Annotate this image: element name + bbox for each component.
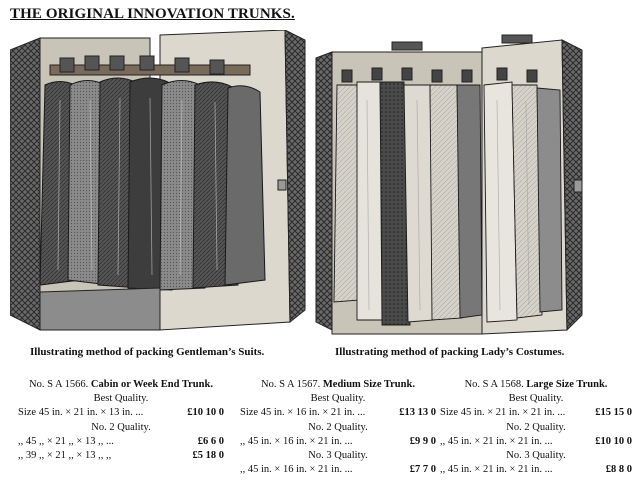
product-heading	[440, 378, 632, 392]
price-text: £9 9 0	[409, 435, 436, 447]
quality-label: No. 3 Quality.	[308, 449, 368, 461]
size-text: ,, 45 in. × 16 in. × 21 in. ...	[240, 464, 353, 476]
quality-label: No. 2 Quality.	[506, 421, 566, 433]
price-line	[440, 406, 632, 420]
size-text: ,, 39 ,, × 21 ,, × 13 ,, ,,	[18, 449, 112, 461]
quality-label: Best Quality.	[310, 393, 366, 405]
caption-costumes: Illustrating method of packing Lady’s Costumes.	[335, 346, 565, 358]
price-text: £5 18 0	[192, 449, 224, 461]
size-text: ,, 45 ,, × 21 ,, × 13 ,, ...	[18, 435, 114, 447]
price-line	[240, 406, 436, 420]
price-line	[18, 449, 224, 463]
quality-label: Best Quality.	[508, 393, 564, 405]
size-text: ,, 45 in. × 21 in. × 21 in. ...	[440, 435, 553, 447]
product-number: No. S A 1566.	[29, 379, 89, 390]
product-column-1567	[240, 378, 436, 477]
product-column-1566	[18, 378, 224, 463]
size-text: Size 45 in. × 21 in. × 21 in. ...	[440, 407, 566, 419]
price-line	[240, 435, 436, 449]
size-text: Size 45 in. × 21 in. × 13 in. ...	[18, 407, 144, 419]
quality-label: Best Quality.	[93, 393, 149, 405]
price-text: £10 10 0	[187, 407, 224, 419]
price-line	[440, 435, 632, 449]
trunk-costumes-illustration	[312, 30, 630, 340]
quality-label: No. 2 Quality.	[308, 421, 368, 433]
price-line	[18, 435, 224, 449]
product-heading	[18, 378, 224, 392]
price-text: £7 7 0	[409, 464, 436, 476]
product-column-1568	[440, 378, 632, 477]
quality-label: No. 3 Quality.	[506, 449, 566, 461]
trunk-suits-illustration	[10, 30, 310, 340]
price-line	[240, 463, 436, 477]
product-name: Cabin or Week End Trunk.	[90, 379, 213, 390]
product-number: No. S A 1568.	[464, 379, 524, 390]
caption-suits: Illustrating method of packing Gentleman’s Suits.	[30, 346, 265, 358]
price-text: £10 10 0	[595, 435, 632, 447]
price-text: £6 6 0	[197, 435, 224, 447]
price-line	[440, 463, 632, 477]
size-text: ,, 45 in. × 16 in. × 21 in. ...	[240, 435, 353, 447]
price-text: £15 15 0	[595, 407, 632, 419]
quality-label: No. 2 Quality.	[91, 421, 151, 433]
product-name: Large Size Trunk.	[526, 379, 608, 390]
price-text: £8 8 0	[605, 464, 632, 476]
price-text: £13 13 0	[399, 407, 436, 419]
product-number: No. S A 1567.	[261, 379, 321, 390]
size-text: ,, 45 in. × 21 in. × 21 in. ...	[440, 464, 553, 476]
page-title: THE ORIGINAL INNOVATION TRUNKS.	[10, 6, 295, 22]
product-name: Medium Size Trunk.	[322, 379, 415, 390]
size-text: Size 45 in. × 16 in. × 21 in. ...	[240, 407, 366, 419]
product-heading	[240, 378, 436, 392]
price-line	[18, 406, 224, 420]
